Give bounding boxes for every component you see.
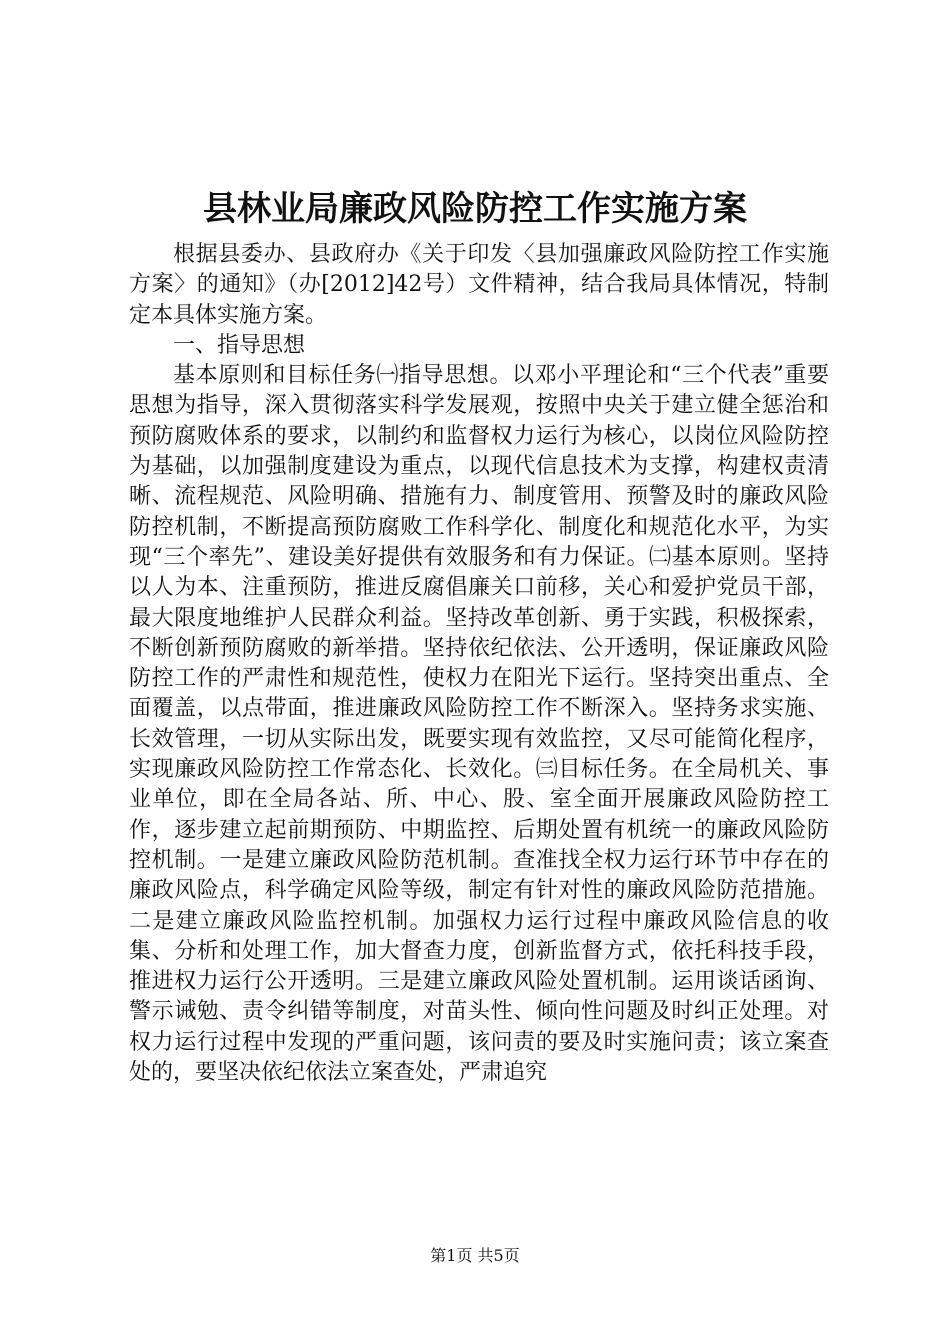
page-title: 县林业局廉政风险防控工作实施方案: [203, 189, 747, 229]
page-footer: 第1页 共5页: [430, 1246, 520, 1265]
document-body: [129, 240, 829, 1088]
paragraph-principles-and-goals: 基本原则和目标任务㈠指导思想。以邓小平理论和“三个代表”重要思想为指导，深入贯彻落实科学发展观，按照中央关于建立健全惩治和预防腐败体系的要求，以制约和监督权力运行为核心，以岗位风险防控为基础，以加强制度建设为重点，以现代信息技术为支撑，构建权责清晰、流程规范、风险明确、措施有力、制度管用、预警及时的廉政风险防控机制，不断提高预防腐败工作科学化、制度化和规范化水平，为实现“三个率先”、建设美好提供有效服务和有力保证。㈡基本原则。坚持以人为本、注重预防，推进反腐倡廉关口前移，关心和爱护党员干部，最大限度地维护人民群众利益。坚持改革创新、勇于实践，积极探索，不断创新预防腐败的新举措。坚持依纪依法、公开透明，保证廉政风险防控工作的严肃性和规范性，使权力在阳光下运行。坚持突出重点、全面覆盖，以点带面，推进廉政风险防控工作不断深入。坚持务求实施、长效管理，一切从实际出发，既要实现有效监控，又尽可能简化程序，实现廉政风险防控工作常态化、长效化。㈢目标任务。在全局机关、事业单位，即在全局各站、所、中心、股、室全面开展廉政风险防控工作，逐步建立起前期预防、中期监控、后期处置有机统一的廉政风险防控机制。一是建立廉政风险防范机制。查准找全权力运行环节中存在的廉政风险点，科学确定风险等级，制定有针对性的廉政风险防范措施。二是建立廉政风险监控机制。加强权力运行过程中廉政风险信息的收集、分析和处理工作，加大督查力度，创新监督方式，依托科技手段，推进权力运行公开透明。三是建立廉政风险处置机制。运用谈话函询、警示诫勉、责令纠错等制度，对苗头性、倾向性问题及时纠正处理。对权力运行过程中发现的严重问题，该问责的要及时实施问责；该立案查处的，要坚决依纪依法立案查处，严肃追究: [129, 363, 829, 1086]
paragraph-intro: 根据县委办、县政府办《关于印发〈县加强廉政风险防控工作实施方案〉的通知》（办[2012]42号）文件精神，结合我局具体情况，特制定本具体实施方案。: [129, 242, 829, 328]
section-heading-guiding-thought: 一、指导思想: [173, 332, 306, 358]
